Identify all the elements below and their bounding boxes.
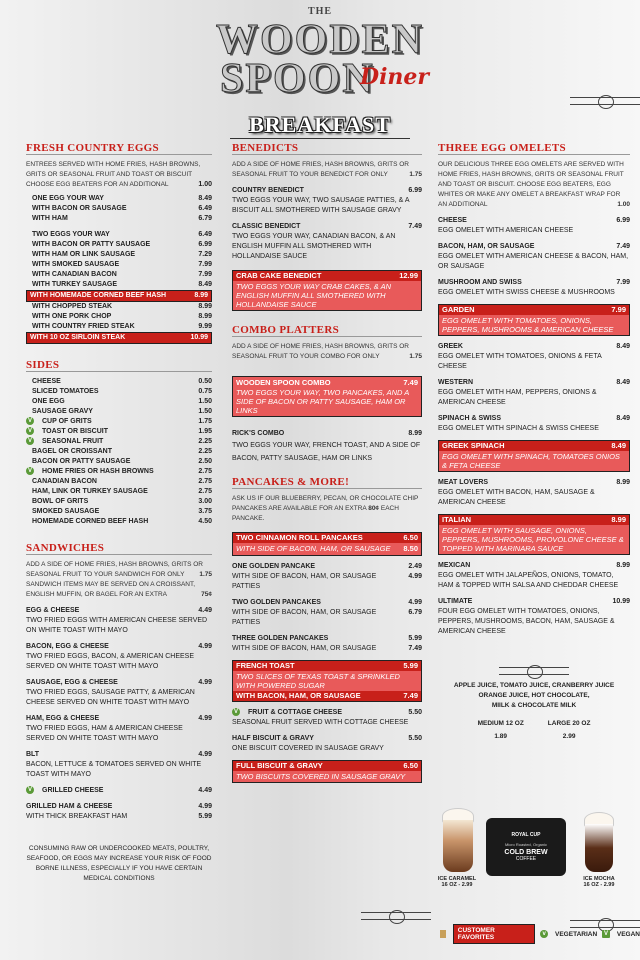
benedict-list	[232, 186, 422, 262]
garden-omelet: GARDEN 7.99 EGG OMELET WITH TOMATOES, ONIONS, PEPPERS, MUSHROOMS & AMERICAN CHEESE	[438, 304, 630, 336]
benedict-note: ADD A SIDE OF HOME FRIES, HASH BROWNS, GRITS OR SEASONAL FRUIT TO YOUR BENEDICT FOR ONLY 1.75	[232, 161, 422, 178]
wooden-spoon-combo: WOODEN SPOON COMBO 7.49 TWO EGGS YOUR WAY, TWO PANCAKES, AND A SIDE OF BACON OR PATTY SAUSAGE, HAM OR LINKS	[232, 376, 422, 417]
italian-omelet: ITALIAN 8.99 EGG OMELET WITH SAUSAGE, ONIONS, PEPPERS, MUSHROOMS, PROVOLONE CHEESE & TOPPED WITH MARINARA SAUCE	[438, 514, 630, 555]
vegetarian-icon: v	[540, 930, 548, 938]
fresh-list-3	[26, 302, 212, 332]
ricks-combo: RICK'S COMBO 8.99 TWO EGGS YOUR WAY, FRENCH TOAST, AND A SIDE OF BACON, PATTY SAUSAGE, HAM OR LINKS	[232, 430, 422, 462]
sandwich-list	[26, 606, 212, 780]
omelet-item: WESTERN 8.49 EGG OMELET WITH HAM, PEPPERS, ONIONS & AMERICAN CHEESE	[438, 379, 630, 406]
fresh-row: TWO EGGS YOUR WAY 6.49	[32, 231, 212, 238]
ultimate-omelet: ULTIMATE 10.99 FOUR EGG OMELET WITH TOMATOES, ONIONS, PEPPERS, MUSHROOMS, BACON, HAM, SAUSAGE & AMERICAN CHEESE	[438, 598, 630, 635]
logo-line1: WOODEN	[215, 17, 424, 63]
ice-mocha-label: ICE MOCHA 16 OZ - 2.99	[583, 876, 615, 888]
ornament-divider-bottom-left	[361, 912, 431, 920]
benedict-item: COUNTRY BENEDICT 6.99 TWO EGGS YOUR WAY, TWO SAUSAGE PATTIES, & A BISCUIT ALL SMOTHERED WITH SAUSAGE GRAVY	[232, 187, 422, 214]
cold-brew-card: ROYAL CUP Micro Roasted, Organic COLD BREW COFFEE	[486, 818, 566, 876]
fresh-row: WITH CHOPPED STEAK 8.99	[32, 303, 212, 310]
logo-the: THE	[307, 6, 333, 17]
crab-cake-benedict: CRAB CAKE BENEDICT 12.99 TWO EGGS YOUR WAY CRAB CAKES, & AN ENGLISH MUFFIN ALL SMOTHERED WITH HOLLANDAISE SAUCE	[232, 270, 422, 311]
food-warning: CONSUMING RAW OR UNDERCOOKED MEATS, POULTRY, SEAFOOD, OR EGGS MAY INCREASE YOUR RISK OF FOOD BORNE ILLNESS, ESPECIALLY IF YOU HAVE CERTAIN MEDICAL CONDITIONS	[26, 845, 212, 882]
mexican-omelet: MEXICAN 8.99 EGG OMELET WITH JALAPEÑOS, ONIONS, TOMATO, HAM & TOPPED WITH SALSA AND CHEDDAR CHEESE	[438, 562, 630, 589]
sandwich-note: ADD A SIDE OF HOME FRIES, HASH BROWNS, GRITS OR SEASONAL FRUIT TO YOUR SANDWICH FOR ONLY 1.75	[26, 561, 212, 578]
logo-line2: SPOON	[220, 56, 375, 102]
side-row: HOMEMADE CORNED BEEF HASH 4.50	[32, 518, 212, 525]
vegetarian-icon: V	[27, 468, 32, 475]
legend-vegan: VEGAN	[616, 930, 640, 938]
fresh-eggs-header: FRESH COUNTRY EGGS	[26, 143, 212, 155]
benedicts-header: BENEDICTS	[232, 143, 422, 155]
logo	[200, 6, 440, 106]
column-left	[26, 143, 212, 884]
fresh-row: WITH ONE PORK CHOP 8.99	[32, 313, 212, 320]
legend-vegetarian: VEGETARIAN	[555, 930, 598, 938]
vegetarian-icon: V	[27, 418, 32, 425]
sides-header: SIDES	[26, 360, 212, 372]
fresh-row: WITH BACON OR PATTY SAUSAGE 6.99	[32, 241, 212, 248]
pancake-item: TWO GOLDEN PANCAKES 4.99 WITH SIDE OF BACON, HAM, OR SAUSAGE PATTIES 6.79	[232, 599, 422, 626]
combo-note: ADD A SIDE OF HOME FRIES, HASH BROWNS, GRITS OR SEASONAL FRUIT TO YOUR COMBO FOR ONLY 1.75	[232, 343, 422, 360]
greek-spinach-omelet: GREEK SPINACH 8.49 EGG OMELET WITH SPINACH, TOMATOES ONIOS & FETA CHEESE	[438, 440, 630, 472]
column-right	[438, 143, 630, 742]
omelets-header: THREE EGG OMELETS	[438, 143, 630, 155]
fresh-row: WITH HAM OR LINK SAUSAGE 7.29	[32, 251, 212, 258]
fresh-row: WITH BACON OR SAUSAGE 6.49	[32, 205, 212, 212]
omelet-note: OUR DELICIOUS THREE EGG OMELETS ARE SERVED WITH HOME FRIES, HASH BROWNS, GRITS OR SEASONAL FRUIT AND TOAST OR BISCUIT. CHOOSE EGG BEATERS, EGG WHITES OR MAKE ANY OMELET A BREAKFAST WRAP FOR AN ADDITIONAL 1.00	[438, 161, 630, 208]
fresh-note2: CHOOSE EGG BEATERS FOR AN ADDITIONAL 1.00	[26, 181, 212, 188]
fresh-fav-1: WITH HOMEMADE CORNED BEEF HASH 8.99	[26, 290, 212, 302]
omelet-item: MUSHROOM AND SWISS 7.99 EGG OMELET WITH SWISS CHEESE & MUSHROOMS	[438, 279, 630, 296]
omelet-list-2	[438, 342, 630, 434]
omelet-item: BACON, HAM, OR SAUSAGE 7.49 EGG OMELET WITH AMERICAN CHEESE & BACON, HAM, OR SAUSAGE	[438, 243, 630, 270]
sides-list	[26, 377, 212, 527]
fresh-list-1	[26, 194, 212, 224]
side-row: BAGEL OR CROISSANT 2.25	[32, 448, 212, 455]
sandwich-item: EGG & CHEESE 4.49 TWO FRIED EGGS WITH AMERICAN CHEESE SERVED ON WHITE TOAST WITH MAYO	[26, 607, 212, 634]
combo-header: COMBO PLATTERS	[232, 325, 422, 337]
page-title: BREAKFAST	[230, 112, 410, 139]
legend-favorites: CUSTOMER FAVORITES	[453, 924, 536, 944]
sandwich-note2: SANDWICH ITEMS MAY BE SERVED ON A CROISSANT, ENGLISH MUFFIN, OR BAGEL FOR AN EXTRA 75¢	[26, 581, 212, 598]
side-row: V TOAST OR BISCUIT 1.95	[27, 428, 212, 435]
vegetarian-icon: V	[27, 438, 32, 445]
side-row: SAUSAGE GRAVY 1.50	[32, 408, 212, 415]
juice-sizes: MEDIUM 12 OZ 1.89 LARGE 20 OZ 2.99	[477, 720, 591, 740]
column-middle	[232, 143, 422, 783]
grilled-ham-desc: WITH THICK BREAKFAST HAM 5.99	[26, 813, 212, 820]
pancake-note: ASK US IF OUR BLUEBERRY, PECAN, OR CHOCOLATE CHIP PANCAKES ARE AVAILABLE FOR AN EXTRA 80¢ EACH PANCAKE.	[232, 495, 419, 522]
side-row: CANADIAN BACON 2.75	[32, 478, 212, 485]
omelet-list-1	[438, 216, 630, 298]
sandwiches-header: SANDWICHES	[26, 543, 212, 555]
grilled-cheese: V GRILLED CHEESE 4.49	[27, 787, 212, 794]
grilled-ham-cheese: GRILLED HAM & CHEESE 4.99	[26, 803, 212, 810]
pancake-item: THREE GOLDEN PANCAKES 5.99 WITH SIDE OF BACON, HAM, OR SAUSAGE 7.49	[232, 635, 422, 652]
fresh-row: WITH TURKEY SAUSAGE 8.49	[32, 281, 212, 288]
omelet-item: CHEESE 6.99 EGG OMELET WITH AMERICAN CHEESE	[438, 217, 630, 234]
meat-lovers-omelet: MEAT LOVERS 8.99 EGG OMELET WITH BACON, HAM, SAUSAGE & AMERICAN CHEESE	[438, 479, 630, 506]
legend	[440, 924, 640, 944]
sandwich-item: BLT 4.99 BACON, LETTUCE & TOMATOES SERVED ON WHITE TOAST WITH MAYO	[26, 751, 212, 778]
ice-caramel-label: ICE CARAMEL 16 OZ - 2.99	[437, 876, 477, 888]
side-row: V HOME FRIES OR HASH BROWNS 2.75	[27, 468, 212, 475]
fresh-note: ENTREES SERVED WITH HOME FRIES, HASH BROWNS, GRITS OR SEASONAL FRUIT AND TOAST OR BISCUIT	[26, 161, 201, 178]
cinnamon-roll-pancakes: TWO CINNAMON ROLL PANCAKES 6.50 WITH SIDE OF BACON, HAM, OR SAUSAGE 8.50	[232, 532, 422, 556]
logo-diner: Diner	[360, 64, 430, 90]
benedict-item: CLASSIC BENEDICT 7.49 TWO EGGS YOUR WAY, CANADIAN BACON, & AN ENGLISH MUFFIN ALL SMOTHERED WITH HOLLANDAISE SAUCE	[232, 223, 422, 260]
sandwich-item: BACON, EGG & CHEESE 4.99 TWO FRIED EGGS, BACON, & AMERICAN CHEESE SERVED ON WHITE TOAST WITH MAYO	[26, 643, 212, 670]
side-row: V SEASONAL FRUIT 2.25	[27, 438, 212, 445]
fresh-list-2	[26, 230, 212, 290]
fresh-fav-2: WITH 10 OZ SIRLOIN STEAK 10.99	[26, 332, 212, 344]
vegan-icon: V	[604, 931, 609, 937]
omelet-item: SPINACH & SWISS 8.49 EGG OMELET WITH SPINACH & SWISS CHEESE	[438, 415, 630, 432]
fresh-row: WITH CANADIAN BACON 7.99	[32, 271, 212, 278]
fresh-row: WITH SMOKED SAUSAGE 7.99	[32, 261, 212, 268]
fresh-row: ONE EGG YOUR WAY 8.49	[32, 195, 212, 202]
sandwich-item: SAUSAGE, EGG & CHEESE 4.99 TWO FRIED EGGS, SAUSAGE PATTY, & AMERICAN CHEESE SERVED ON WHITE TOAST WITH MAYO	[26, 679, 212, 706]
pancake-list	[232, 562, 422, 654]
pancake-item: ONE GOLDEN PANCAKE 2.49 WITH SIDE OF BACON, HAM, OR SAUSAGE PATTIES 4.99	[232, 563, 422, 590]
full-biscuit-gravy: FULL BISCUIT & GRAVY 6.50 TWO BISCUITS COVERED IN SAUSAGE GRAVY	[232, 760, 422, 783]
side-row: ONE EGG 1.50	[32, 398, 212, 405]
pancakes-header: PANCAKES & MORE!	[232, 477, 422, 489]
sandwich-item: HAM, EGG & CHEESE 4.99 TWO FRIED EGGS, HAM & AMERICAN CHEESE SERVED ON WHITE TOAST WITH MAYO	[26, 715, 212, 742]
omelet-item: GREEK 8.49 EGG OMELET WITH TOMATOES, ONIONS & FETA CHEESE	[438, 343, 630, 370]
side-row: SMOKED SAUSAGE 3.75	[32, 508, 212, 515]
customer-favorite-icon	[440, 930, 446, 938]
side-row: SLICED TOMATOES 0.75	[32, 388, 212, 395]
juice-list: APPLE JUICE, TOMATO JUICE, CRANBERRY JUICE ORANGE JUICE, HOT CHOCOLATE, MIILK & CHOCOLATE MILK	[453, 682, 615, 709]
fresh-row: WITH COUNTRY FRIED STEAK 9.99	[32, 323, 212, 330]
fresh-row: WITH HAM 6.79	[32, 215, 212, 222]
french-toast: FRENCH TOAST 5.99 TWO SLICES OF TEXAS TOAST & SPRINKLED WITH POWERED SUGAR WITH BACON, HAM, OR SAUSAGE 7.49	[232, 660, 422, 702]
half-biscuit-gravy: HALF BISCUIT & GRAVY 5.50 ONE BISCUIT COVERED IN SAUSAGE GRAVY	[232, 735, 422, 752]
side-row: V CUP OF GRITS 1.75	[27, 418, 212, 425]
vegetarian-icon: V	[27, 428, 32, 435]
side-row: CHEESE 0.50	[32, 378, 212, 385]
side-row: HAM, LINK OR TURKEY SAUSAGE 2.75	[32, 488, 212, 495]
fruit-cottage-cheese: V FRUIT & COTTAGE CHEESE 5.50 SEASONAL FRUIT SERVED WITH COTTAGE CHEESE	[232, 709, 422, 726]
side-row: BACON OR PATTY SAUSAGE 2.50	[32, 458, 212, 465]
side-row: BOWL OF GRITS 3.00	[32, 498, 212, 505]
ornament-divider-right	[499, 667, 569, 675]
ornament-divider	[570, 97, 640, 105]
